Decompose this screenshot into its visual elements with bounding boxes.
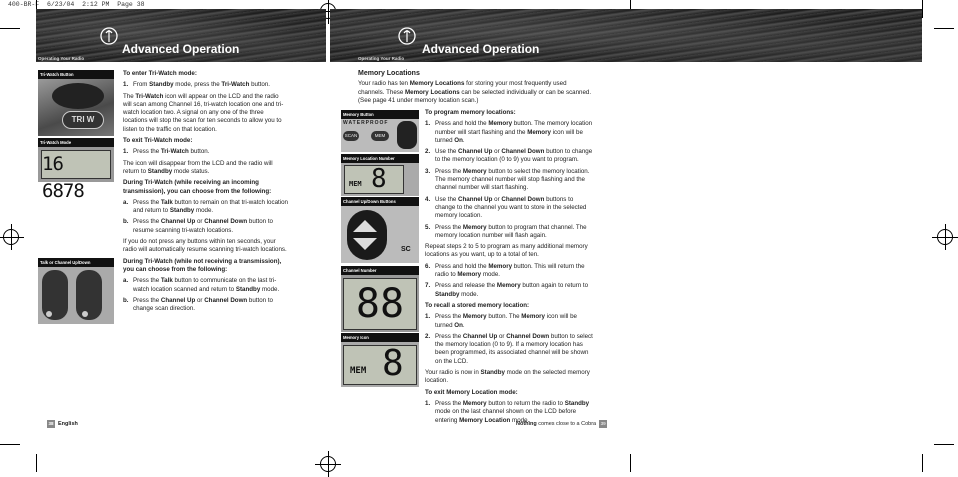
memory-locations-heading: Memory Locations [358,70,420,77]
figure-memory-location-number [341,154,419,194]
program-heading: To program memory locations: [425,109,516,116]
memory-intro-paragraph: Your radio has ten Memory Locations for storing your most frequently used channels. These Memory Locations can be selected individually or can be scanned. (See page 41 under memory location scan.) [358,80,592,104]
page-title: Advanced Operation [122,42,240,56]
exit-description: The icon will disappear from the LCD and the radio will return to Standby mode status. [123,159,273,175]
exit-tri-watch-heading: To exit Tri-Watch mode: [123,137,193,145]
figure-caption: Memory Location Number [341,154,419,163]
crop-mark [630,454,631,472]
footer-language: English [58,421,78,427]
figure-memory-icon [341,333,419,385]
figure-tri-watch-mode [38,138,114,202]
scan-button-art: SCAN [343,131,359,141]
figure-caption: Memory Button [341,110,419,119]
figure-channel-up-down-buttons: Channel Up/Down Buttons SC [341,197,419,261]
right-text-column [425,109,595,428]
not-receiving-option-b: b. Press the Channel Up or Channel Down button to change scan direction. [123,296,273,313]
repeat-note: Repeat steps 2 to 5 to program as many additional memory locations as you want, up to a total of ten. [425,243,588,259]
crop-mark [934,28,954,29]
recall-step-2: 2. Press the Channel Up or Channel Down button to select the memory location (0 to 9). If a memory location has been programmed, its associated channel will be shown on the LCD. [425,332,593,365]
during-not-receiving-heading: During Tri-Watch (while not receiving a transmission), you can choose from the following: [123,257,282,273]
program-step-5: 5. Press the Memory button to program that channel. The memory location number will flash again. [425,223,587,239]
exit-memory-heading: To exit Memory Location mode: [425,388,518,396]
during-receiving-heading: During Tri-Watch (while receiving an incoming transmission), you can choose from the following: [123,179,272,195]
receiving-option-a: a. Press the Talk button to remain on that tri-watch location and return to Standby mode. [123,198,288,215]
lcd-display: 16 6878 [41,150,111,179]
figure-caption: Talk or Channel Up/Down [38,258,114,267]
figure-caption: Channel Up/Down Buttons [341,197,419,206]
figure-channel-number [341,266,419,330]
crop-mark [922,0,923,18]
recall-note: Your radio is now in Standby mode on the selected memory location. [425,369,590,385]
enter-tri-watch-heading: To enter Tri-Watch mode: [123,70,197,77]
exit-step-1: 1. Press the Tri-Watch button. [123,148,210,156]
figure-caption: Channel Number [341,266,419,275]
lcd-digit: 8 [371,164,387,194]
lcd-channel-digits: 88 [355,281,405,327]
mem-button-art: MEM [371,131,389,141]
recall-step-1: 1. Press the Memory button. The Memory icon will be turned On. [425,313,577,329]
registration-mark-icon [320,456,336,472]
tri-watch-button-art: TRI W [62,111,104,129]
enter-step-1: 1. From Standby mode, press the Tri-Watch button. [123,81,271,89]
registration-mark-icon [937,229,953,245]
program-step-7: 7. Press and release the Memory button again to return to Standby mode. [425,282,589,298]
left-text-column [123,70,288,316]
print-slug: 400-BR-F 6/23/04 2:12 PM Page 38 [8,1,145,8]
program-step-6: 6. Press and hold the Memory button. This will return the radio to Memory mode. [425,262,585,279]
enter-description: The Tri-Watch icon will appear on the LCD and the radio will scan among Channel 16, tri-watch location one and tri-watch location two. A signal on any one of the three locations will stop the scan for ten seconds to allow you to listen to the traffic on that location. [123,92,284,133]
page-number: 39 [600,421,606,426]
exit-memory-step-1: 1. Press the Memory button to return the radio to Standby mode on the last channel shown on the LCD before entering Memory Location mode. [425,399,590,424]
program-step-2: 2. Use the Channel Up or Channel Down button to change to the memory location (0 to 9) you want to program. [425,148,593,164]
figure-caption: Memory Icon [341,333,419,342]
page-number: 38 [48,421,54,426]
registration-mark-icon [3,229,19,245]
right-header-banner [330,9,922,62]
page-title: Advanced Operation [422,42,540,56]
receiving-option-b: b. Press the Channel Up or Channel Down button to resume scanning tri-watch locations. [123,218,273,234]
cobra-emblem-icon [98,25,120,47]
recall-heading: To recall a stored memory location: [425,301,530,309]
figure-talk-channel-up-down [38,258,114,322]
crop-mark [934,444,954,445]
figure-caption: Tri-Watch Mode [38,138,114,147]
crop-mark [0,444,20,445]
crop-mark [36,454,37,472]
section-label: Operating Your Radio [358,56,405,61]
auto-resume-note: If you do not press any buttons within ten seconds, your radio will automatically resume scanning tri-watch locations. [123,238,287,254]
not-receiving-option-a: a. Press the Talk button to communicate on the last tri-watch location scanned and return to Standby mode. [123,277,280,293]
crop-mark [922,454,923,472]
figure-tri-watch-button [38,70,114,134]
figure-caption: Tri-Watch Button [38,70,114,79]
program-step-3: 3. Press the Memory button to select the memory location. The memory channel number will stop flashing and the channel number will start flashing. [425,167,590,192]
figure-memory-button: Memory Button WATERPROOF SCAN MEM [341,110,419,150]
left-page-footer [47,420,78,428]
memory-icon-label: MEM [350,366,367,376]
left-header-banner [36,9,326,62]
lcd-digit: 8 [382,343,404,384]
memory-icon-label: MEM [349,180,362,188]
section-label: Operating Your Radio [38,56,85,61]
crop-mark [0,28,20,29]
program-step-4: 4. Use the Channel Up or Channel Down buttons to change to the channel you want to store in the selected memory location. [425,195,587,220]
program-step-1: 1. Press and hold the Memory button. The memory location number will start flashing and the Memory icon will be turned On. [425,120,593,144]
right-page-footer: Nothing comes close to a Cobra 39 [516,421,606,427]
memory-intro [358,70,594,108]
cobra-emblem-icon [396,25,418,47]
